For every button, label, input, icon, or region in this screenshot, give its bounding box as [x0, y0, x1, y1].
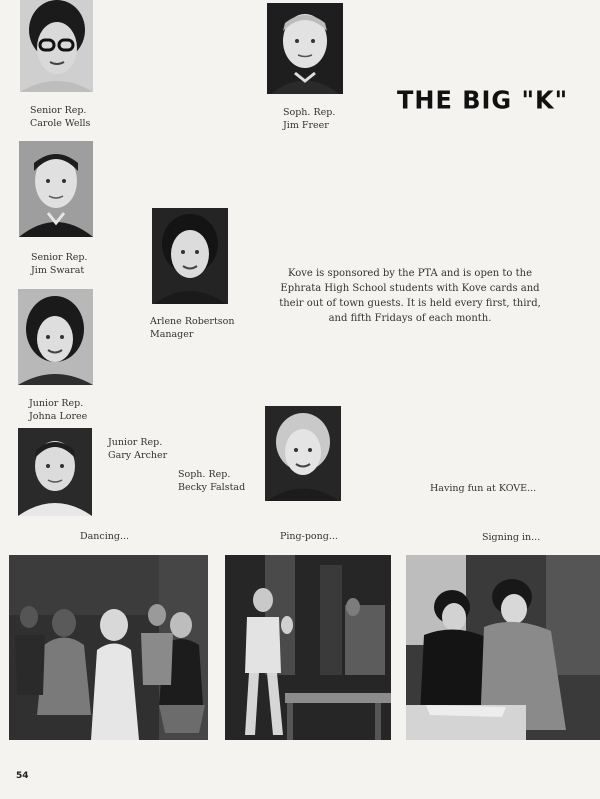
caption-becky-falstad: [178, 468, 245, 494]
caption-name: Johna Loree: [29, 411, 88, 422]
caption-name: Jim Swarat: [31, 265, 85, 276]
caption-role: Junior Rep.: [108, 437, 163, 448]
caption-jim-freer: [283, 106, 335, 132]
caption-name: Carole Wells: [30, 118, 91, 129]
caption-role: Junior Rep.: [29, 398, 84, 409]
portrait-figure: [20, 0, 93, 92]
caption-name: Manager: [150, 329, 194, 340]
page-number: 54: [16, 771, 29, 781]
page-title: THE BIG "K": [397, 85, 569, 115]
portrait-jim-swarat: [19, 141, 93, 237]
caption-arlene-robertson: [150, 315, 234, 341]
caption-role: Senior Rep.: [30, 105, 87, 116]
caption-johna-loree: [29, 397, 87, 423]
caption-name: Jim Freer: [283, 120, 329, 131]
portrait-gary-archer: [18, 428, 92, 516]
signing-in-label: Signing in...: [482, 532, 541, 543]
signing-in-scene: [406, 555, 600, 740]
portrait-becky-falstad: [265, 406, 341, 501]
portrait-figure: [267, 3, 343, 94]
portrait-figure: [18, 428, 92, 516]
dancing-photo: [9, 555, 208, 740]
having-fun-label: Having fun at KOVE...: [430, 483, 537, 494]
ping-pong-label: Ping-pong...: [280, 531, 338, 542]
ping-pong-scene: [225, 555, 391, 740]
caption-gary-archer: [108, 436, 167, 462]
portrait-figure: [18, 289, 93, 385]
caption-role: Soph. Rep.: [178, 469, 231, 480]
portrait-jim-freer: [267, 3, 343, 94]
ping-pong-photo: [225, 555, 391, 740]
portrait-figure: [19, 141, 93, 237]
caption-role: Soph. Rep.: [283, 107, 336, 118]
caption-name: Gary Archer: [108, 450, 168, 461]
caption-role: Arlene Robertson: [150, 316, 235, 327]
dancing-scene: [9, 555, 208, 740]
portrait-figure: [265, 406, 341, 501]
kove-description: Kove is sponsored by the PTA and is open to the Ephrata High School students with Kove cards and their out of town guests. It is held every first, third, and fifth Fridays of each month.: [279, 268, 541, 324]
portrait-carole-wells: [20, 0, 93, 92]
portrait-johna-loree: [18, 289, 93, 385]
caption-carole-wells: [30, 104, 90, 130]
signing-in-photo: [406, 555, 600, 740]
caption-name: Becky Falstad: [178, 482, 246, 493]
portrait-arlene-robertson: [152, 208, 228, 304]
caption-jim-swarat: [31, 251, 87, 277]
caption-role: Senior Rep.: [31, 252, 88, 263]
portrait-figure: [152, 208, 228, 304]
dancing-label: Dancing...: [80, 531, 130, 542]
